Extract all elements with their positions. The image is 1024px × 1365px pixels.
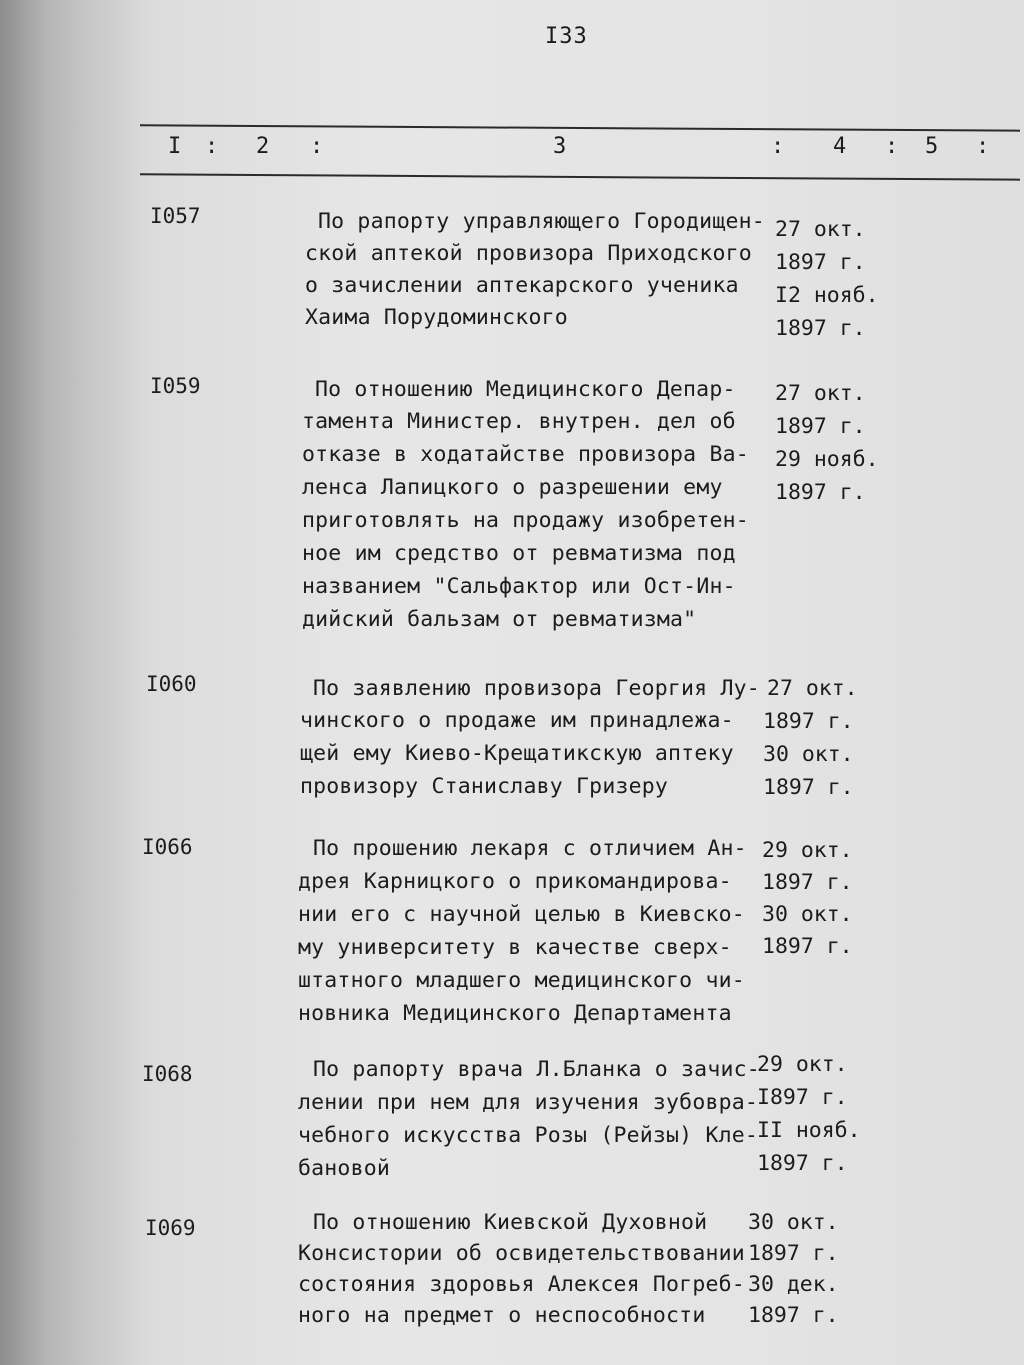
entry-date: 30 окт. [762,902,853,927]
entry-text-line: лении при нем для изучения зубовра- [298,1090,759,1115]
column-header: 3 [553,134,567,159]
entry-text-line: ное им средство от ревматизма под [302,541,736,566]
entry-text-line: о зачислении аптекарского ученика [305,273,739,298]
column-separator: : [976,134,990,159]
entry-date: 30 окт. [763,742,854,767]
entry-date: I897 г. [757,1085,848,1110]
entry-text-line: дийский бальзам от ревматизма" [302,607,697,632]
entry-date: 27 окт. [767,676,858,701]
entry-date: 29 нояб. [775,447,879,472]
entry-date: 1897 г. [775,250,866,275]
entry-date: 29 окт. [762,838,853,863]
column-header: 4 [833,134,847,159]
entry-date: 1897 г. [775,316,866,341]
entry-date: 30 дек. [748,1272,839,1297]
column-separator: : [310,134,324,159]
entry-text-line: ской аптекой провизора Приходского [305,241,752,266]
entry-date: 30 окт. [748,1210,839,1235]
entry-date: 1897 г. [748,1241,839,1266]
entry-date: 27 окт. [775,381,866,406]
entry-text-line: Консистории об освидетельствовании [298,1241,745,1266]
entry-text-line: По рапорту врача Л.Бланка о зачис- [313,1057,760,1082]
entry-text-line: чебного искусства Розы (Рейзы) Кле- [298,1123,759,1148]
column-header: 2 [256,134,270,159]
entry-text-line: По отношению Медицинского Депар- [315,377,736,402]
entry-number: I068 [142,1062,193,1086]
column-separator: : [885,134,899,159]
column-separator: : [205,134,219,159]
entry-date: 1897 г. [748,1303,839,1328]
entry-text-line: дрея Карницкого о прикомандирова- [298,869,732,894]
column-header: 5 [925,134,939,159]
entry-text-line: штатного младшего медицинского чи- [298,968,745,993]
entry-number: I059 [150,374,201,398]
entry-date: 1897 г. [763,709,854,734]
entry-date: II нояб. [757,1118,861,1143]
entry-date: 1897 г. [775,414,866,439]
entry-number: I057 [150,204,201,228]
entry-date: 27 окт. [775,217,866,242]
entry-text-line: По прошению лекаря с отличием Ан- [313,836,747,861]
entry-text-line: ного на предмет о неспособности [298,1303,706,1328]
entry-text-line: щей ему Киево-Крещатикскую аптеку [300,741,734,766]
entry-date: 1897 г. [775,480,866,505]
entry-text-line: чинского о продаже им принадлежа- [300,708,734,733]
entry-text-line: бановой [298,1156,391,1181]
entry-date: 1897 г. [762,870,853,895]
page-number: I33 [545,24,588,49]
entry-date: 1897 г. [762,934,853,959]
entry-text-line: ленса Лапицкого о разрешении ему [302,475,723,500]
entry-date: I2 нояб. [775,283,879,308]
entry-date: 1897 г. [757,1151,848,1176]
entry-text-line: му университету в качестве сверх- [298,935,732,960]
entry-text-line: нии его с научной целью в Киевско- [298,902,745,927]
entry-text-line: тамента Министер. внутрен. дел об [302,409,736,434]
entry-number: I060 [146,672,197,696]
entry-text-line: состояния здоровья Алексея Погреб- [298,1272,745,1297]
entry-text-line: провизору Станиславу Гризеру [300,774,669,799]
entry-text-line: названием "Сальфактор или Ост-Ин- [302,574,736,599]
entry-number: I069 [145,1216,196,1240]
entry-date: 1897 г. [763,775,854,800]
entry-date: 29 окт. [757,1052,848,1077]
entry-text-line: Хаима Порудоминского [305,305,568,330]
entry-text-line: отказе в ходатайстве провизора Ва- [302,442,749,467]
entry-number: I066 [142,835,193,859]
entry-text-line: По заявлению провизора Георгия Лу- [313,676,760,701]
column-separator: : [771,134,785,159]
entry-text-line: новника Медицинского Департамента [298,1001,732,1026]
entry-text-line: По рапорту управляющего Городищен- [318,209,765,234]
entry-text-line: По отношению Киевской Духовной [313,1210,708,1235]
entry-text-line: приготовлять на продажу изобретен- [302,508,749,533]
column-header: I [168,134,182,159]
